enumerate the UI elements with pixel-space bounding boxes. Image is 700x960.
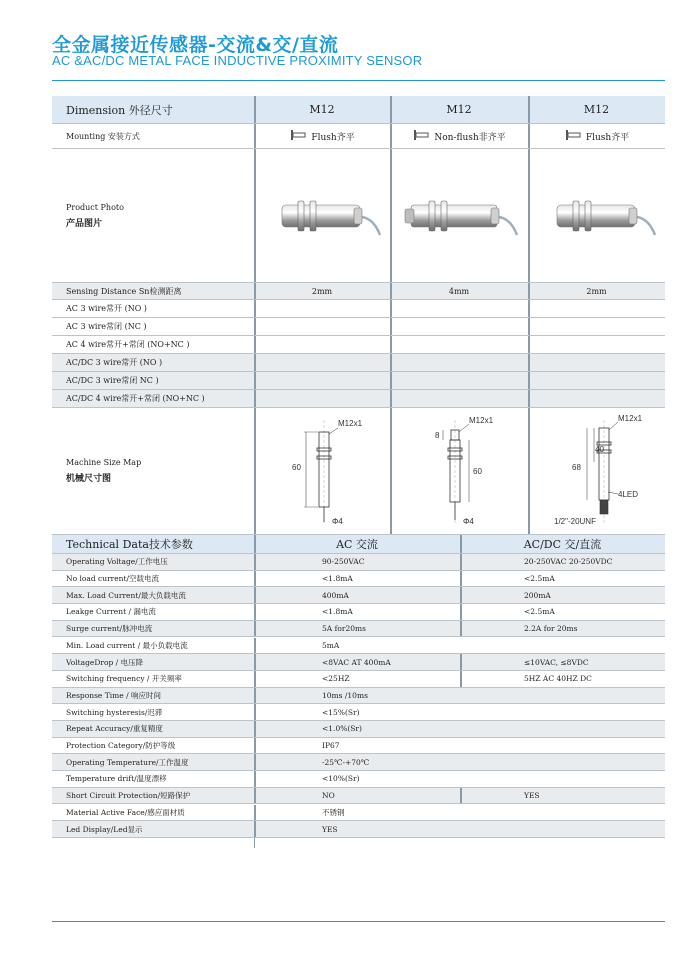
column-divider (528, 390, 530, 407)
wiring-label: AC 3 wire常闭 (NC ) (66, 322, 147, 331)
column-divider (460, 654, 462, 670)
flush-mount-icon (564, 129, 582, 143)
tech-row (52, 788, 665, 805)
column-divider (254, 408, 256, 534)
dim-length: 60 (292, 463, 301, 472)
tech-row-ac: <1.8mA (322, 574, 353, 584)
tech-label: Technical Data技术参数 (66, 538, 193, 551)
column-divider (254, 604, 256, 620)
column-divider (460, 621, 462, 637)
column-divider (254, 805, 256, 821)
tech-row (52, 688, 665, 705)
page-title-cn: 全金属接近传感器-交流&交/直流 (52, 34, 339, 56)
column-divider (390, 336, 392, 353)
tech-row-label: Response Time / 响应时间 (66, 690, 161, 700)
column-divider (528, 124, 530, 148)
tech-row (52, 671, 665, 688)
column-divider (254, 788, 256, 804)
column-divider (528, 318, 530, 335)
product-photo-label-en: Product Photo (66, 202, 124, 212)
mounting-text: Flush齐平 (585, 132, 630, 143)
tech-row-label: Operating Voltage/工作电压 (66, 557, 168, 567)
column-divider (254, 96, 256, 123)
column-divider (460, 571, 462, 587)
tech-row-ac: 5A for20ms (322, 624, 366, 634)
column-divider (390, 318, 392, 335)
tech-row-label: VoltageDrop / 电压降 (66, 657, 144, 667)
dim-length: 68 (571, 463, 581, 472)
tech-row-ac: -25℃-+70℃ (322, 757, 370, 767)
column-divider (390, 354, 392, 371)
column-divider (460, 587, 462, 603)
column-divider (254, 124, 256, 148)
tech-row-label: Leakge Current / 漏电流 (66, 607, 156, 617)
tech-row (52, 554, 665, 571)
sensing-distance-value: 2mm (586, 286, 607, 296)
machine-size-label-en: Machine Size Map (66, 458, 142, 467)
product-photo-row (52, 149, 665, 283)
tech-row-ac: 90-250VAC (322, 557, 365, 567)
column-divider (390, 124, 392, 148)
tech-row (52, 621, 665, 638)
mounting-text: Non-flush非齐平 (434, 132, 506, 143)
column-divider (254, 754, 256, 770)
wiring-label: AC/DC 3 wire常闭 NC ) (66, 376, 159, 385)
column-divider (254, 336, 256, 353)
tech-row-label: Max. Load Current/最大负载电流 (66, 590, 186, 600)
wiring-label: AC 3 wire常开 (NO ) (66, 304, 147, 313)
tech-col-acdc: AC/DC 交/直流 (523, 538, 602, 551)
column-divider (254, 738, 256, 754)
page-title-en: AC &AC/DC METAL FACE INDUCTIVE PROXIMITY SENSOR (52, 53, 423, 68)
tech-row-label: Protection Category/防护等级 (66, 741, 176, 751)
size-diagram (528, 408, 665, 534)
wiring-label: AC 4 wire常开+常闭 (NO+NC ) (66, 340, 190, 349)
tech-row (52, 738, 665, 755)
tech-row (52, 754, 665, 771)
tech-row-acdc: <2.5mA (524, 607, 555, 617)
tech-row (52, 654, 665, 671)
column-divider (254, 704, 256, 720)
tech-row-label: Short Circuit Protection/短路保护 (66, 791, 191, 801)
tech-row-acdc: <2.5mA (524, 574, 555, 584)
wiring-label: AC/DC 4 wire常开+常闭 (NO+NC ) (66, 394, 205, 403)
dim-thread: M12x1 (469, 416, 494, 425)
dim-inner: 40 (594, 445, 604, 454)
tech-row-acdc: ≤10VAC, ≤8VDC (524, 657, 589, 667)
tech-col-ac: AC 交流 (336, 538, 378, 551)
tech-row-label: No load current/空载电流 (66, 574, 160, 584)
wiring-label: AC/DC 3 wire常开 (NO ) (66, 358, 163, 367)
column-divider (254, 671, 256, 687)
table-tail-line (254, 838, 255, 848)
dim-thread: M12x1 (338, 419, 363, 428)
tech-row-ac: <1.8mA (322, 607, 353, 617)
footer-rule (52, 921, 665, 922)
tech-row-acdc: 5HZ AC 40HZ DC (524, 674, 592, 684)
tech-row-acdc: 2.2A for 20ms (524, 624, 578, 634)
machine-size-label (66, 408, 246, 534)
column-divider (254, 688, 256, 704)
dim-thread: M12x1 (617, 414, 642, 423)
wiring-row (52, 372, 665, 390)
product-photo (528, 149, 665, 282)
column-divider (254, 283, 256, 299)
column-divider (460, 604, 462, 620)
column-divider (254, 300, 256, 317)
mounting-value (390, 124, 528, 148)
tech-row-ac: 10ms /10ms (322, 690, 368, 700)
column-divider (390, 390, 392, 407)
product-photo-label-cn: 产品图片 (66, 218, 103, 229)
tech-row-ac: YES (322, 824, 338, 834)
column-divider (254, 587, 256, 603)
column-divider (528, 96, 530, 123)
dim-led: 4LED (617, 490, 638, 499)
tech-row-label: Operating Temperature/工作温度 (66, 757, 189, 767)
tech-row (52, 771, 665, 788)
column-divider (254, 318, 256, 335)
tech-row-label: Min. Load current / 最小负载电流 (66, 640, 188, 650)
column-divider (528, 149, 530, 282)
product-photo (390, 149, 528, 282)
dim-connector: 1/2"-20UNF (553, 517, 596, 526)
mounting-value (254, 124, 390, 148)
tech-row-ac: <8VAC AT 400mA (322, 657, 391, 667)
column-divider (254, 390, 256, 407)
tech-row-ac: <10%(Sr) (322, 774, 360, 784)
column-divider (390, 283, 392, 299)
tech-row-acdc: 200mA (524, 590, 551, 600)
product-photo-label (66, 149, 246, 282)
column-divider (460, 554, 462, 570)
column-divider (254, 372, 256, 389)
mounting-value (528, 124, 665, 148)
column-divider (460, 788, 462, 804)
column-divider (254, 621, 256, 637)
tech-row-label: Switching frequency / 开关频率 (66, 674, 182, 684)
tech-row-acdc: YES (524, 791, 540, 801)
mounting-label: Mounting 安装方式 (66, 131, 140, 141)
dimension-value: M12 (309, 103, 335, 116)
dim-offset: 8 (435, 431, 440, 440)
column-divider (390, 300, 392, 317)
wiring-row (52, 318, 665, 336)
flush-mount-icon (289, 129, 307, 143)
tech-row-ac: 5mA (322, 640, 340, 650)
tech-row (52, 704, 665, 721)
machine-size-label-cn: 机械尺寸图 (66, 474, 112, 484)
tech-row-label: Temperature drift/温度漂移 (66, 774, 167, 784)
tech-row-ac: <1.0%(Sr) (322, 724, 362, 734)
column-divider (460, 671, 462, 687)
column-divider (460, 535, 462, 553)
column-divider (390, 149, 392, 282)
column-divider (254, 638, 256, 654)
dimension-value: M12 (583, 103, 610, 116)
size-diagram (390, 408, 528, 534)
sensing-distance-value: 4mm (448, 286, 470, 296)
product-photo (254, 149, 390, 282)
tech-row-label: Material Active Face/感应面材质 (66, 807, 185, 817)
tech-row-label: Switching hysteresis/迟滞 (66, 707, 163, 717)
column-divider (528, 408, 530, 534)
column-divider (254, 554, 256, 570)
tech-row-ac: 400mA (322, 590, 349, 600)
column-divider (254, 571, 256, 587)
tech-row (52, 638, 665, 655)
tech-row-ac: IP67 (322, 741, 340, 751)
dimension-value: M12 (446, 103, 472, 116)
tech-row (52, 821, 665, 838)
column-divider (528, 300, 530, 317)
size-diagram (254, 408, 390, 534)
dim-diameter: Φ4 (463, 517, 474, 526)
tech-row (52, 571, 665, 588)
column-divider (254, 721, 256, 737)
tech-row-label: Led Display/Led显示 (66, 824, 143, 834)
tech-header-row (52, 535, 665, 554)
column-divider (254, 535, 256, 553)
dim-length: 60 (473, 467, 482, 476)
wiring-row (52, 354, 665, 372)
sensing-distance-row (52, 283, 665, 300)
tech-row (52, 721, 665, 738)
mounting-row (52, 124, 665, 149)
wiring-row (52, 300, 665, 318)
column-divider (254, 771, 256, 787)
tech-row-ac: <25HZ (322, 674, 350, 684)
tech-row-label: Surge current/脉冲电流 (66, 624, 153, 634)
column-divider (528, 336, 530, 353)
wiring-row (52, 336, 665, 354)
column-divider (528, 372, 530, 389)
flush-mount-icon (412, 129, 430, 143)
column-divider (254, 354, 256, 371)
wiring-row (52, 390, 665, 408)
tech-row (52, 587, 665, 604)
sensing-distance-value: 2mm (311, 286, 333, 296)
dim-diameter: Φ4 (332, 517, 343, 526)
tech-row (52, 805, 665, 822)
tech-row-acdc: 20-250VAC 20-250VDC (524, 557, 613, 567)
column-divider (254, 149, 256, 282)
tech-row-ac: NO (322, 791, 335, 801)
tech-row-ac: <15%(Sr) (322, 707, 360, 717)
machine-size-row (52, 408, 665, 535)
column-divider (528, 354, 530, 371)
dimension-row (52, 96, 665, 124)
dimension-label: Dimension 外径尺寸 (66, 103, 173, 117)
tech-row (52, 604, 665, 621)
tech-row-ac: 不锈钢 (322, 807, 345, 817)
sensing-distance-label: Sensing Distance Sn检测距离 (66, 286, 182, 296)
tech-row-label: Repeat Accuracy/重复精度 (66, 724, 163, 734)
mounting-text: Flush齐平 (311, 132, 355, 143)
column-divider (390, 372, 392, 389)
column-divider (254, 654, 256, 670)
title-rule (52, 80, 665, 81)
column-divider (528, 283, 530, 299)
column-divider (390, 408, 392, 534)
column-divider (390, 96, 392, 123)
column-divider (254, 821, 256, 837)
